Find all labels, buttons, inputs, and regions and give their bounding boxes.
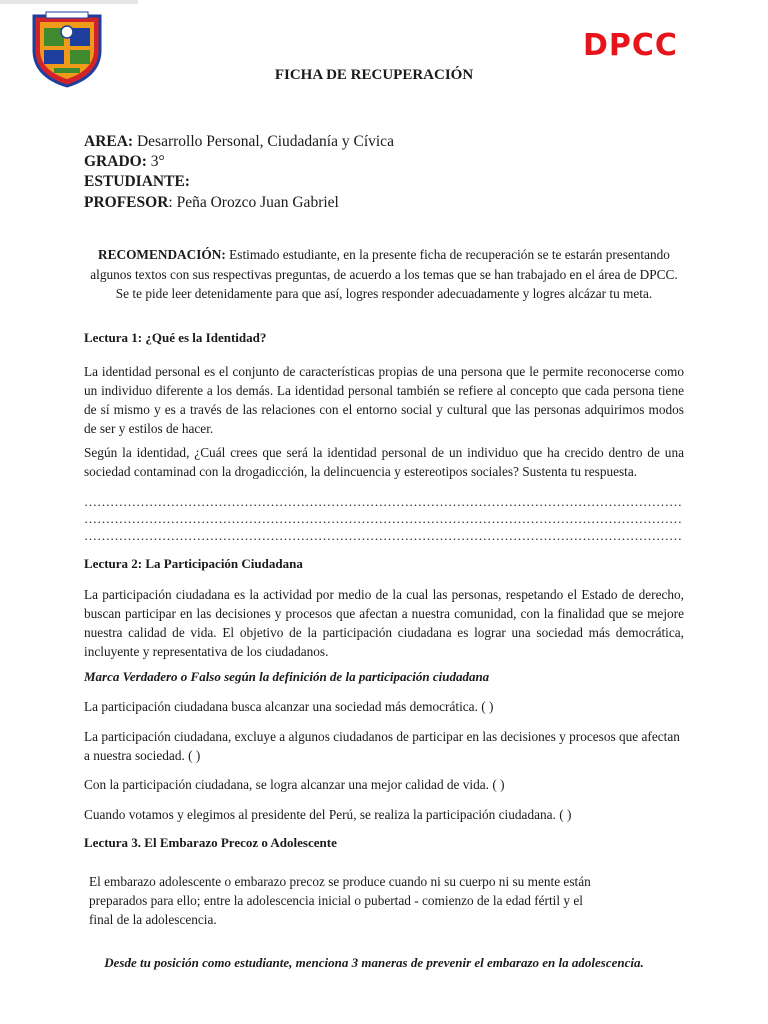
recommendation-paragraph [84, 245, 684, 304]
lectura1-body: La identidad personal es el conjunto de características propias de una persona que le permite reconocerse como un individuo diferente a los demás. La identidad personal también se refiere al concepto que cada persona tiene de sí mismo y es a través de las relaciones con el entorno social y cultural que las personas adquirimos modos de ser y estilos de hacer. [84, 364, 684, 436]
meta-estudiante [84, 172, 190, 192]
true-false-item[interactable]: La participación ciudadana, excluye a algunos ciudadanos de participar en las decisiones y procesos que afectan a nuestra sociedad. ( ) [84, 729, 680, 763]
profesor-label: PROFESOR [84, 194, 169, 211]
answer-line[interactable]: ………………………………………………………………………………………………………………………… [84, 528, 682, 543]
true-false-item[interactable]: La participación ciudadana busca alcanzar una sociedad más democrática. ( ) [84, 699, 494, 714]
meta-profesor [84, 193, 339, 213]
estudiante-label: ESTUDIANTE: [84, 173, 190, 190]
answer-line[interactable]: ………………………………………………………………………………………………………………………… [84, 494, 682, 509]
lectura2-title: Lectura 2: La Participación Ciudadana [84, 556, 303, 571]
lectura2-instruction: Marca Verdadero o Falso según la definición de la participación ciudadana [84, 669, 490, 684]
grado-value: 3° [150, 153, 165, 170]
profesor-value: : Peña Orozco Juan Gabriel [168, 194, 339, 211]
recommendation-text: Estimado estudiante, en la presente ficha de recuperación se te estarán presentando algunos textos con sus respectivas preguntas, de acuerdo a los temas que se han trabajado en el área de DPCC. Se te pide leer detenidamente para que así, logres responder adecuadamente y logres alcázar tu meta. [90, 247, 678, 301]
area-label: AREA: [84, 133, 134, 150]
lectura2-body: La participación ciudadana es la actividad por medio de la cual las personas, respetando el Estado de derecho, buscan participar en las decisiones y procesos que afectan a nuestra comunidad, con la finalidad que se mejore nuestra calidad de vida. El objetivo de la participación ciudadana es lograr una sociedad más democrática, incluyente y representativa de los ciudadanos. [84, 587, 684, 659]
page-title: FICHA DE RECUPERACIÓN [274, 67, 474, 83]
meta-grado [84, 152, 165, 172]
true-false-item[interactable]: Cuando votamos y elegimos al presidente del Perú, se realiza la participación ciudadana. ( ) [84, 807, 572, 822]
lectura1-question: Según la identidad, ¿Cuál crees que será la identidad personal de un individuo que ha crecido dentro de una sociedad contaminad con la drogadicción, la delincuencia y estereotipos sociales? Sustenta tu respuesta. [84, 445, 684, 479]
lectura3-body: El embarazo adolescente o embarazo precoz se produce cuando ni su cuerpo ni su mente están preparados para ello; entre la adolescencia inicial o pubertad - comienzo de la edad fértil y el final de la adolescencia. [89, 874, 591, 927]
meta-area [84, 132, 394, 152]
answer-line[interactable]: ………………………………………………………………………………………………………………………… [84, 511, 682, 526]
true-false-item[interactable]: Con la participación ciudadana, se logra alcanzar una mejor calidad de vida. ( ) [84, 777, 505, 792]
lectura3-question: Desde tu posición como estudiante, menciona 3 maneras de prevenir el embarazo en la adolescencia. [104, 955, 644, 970]
brand-label: DPCC [583, 28, 678, 63]
lectura1-title: Lectura 1: ¿Qué es la Identidad? [84, 330, 267, 345]
recommendation-label: RECOMENDACIÓN: [98, 247, 226, 262]
lectura3-title: Lectura 3. El Embarazo Precoz o Adolescente [84, 835, 337, 850]
grado-label: GRADO: [84, 153, 147, 170]
page-corner-tab [0, 0, 138, 4]
area-value: Desarrollo Personal, Ciudadanía y Cívica [136, 133, 394, 150]
